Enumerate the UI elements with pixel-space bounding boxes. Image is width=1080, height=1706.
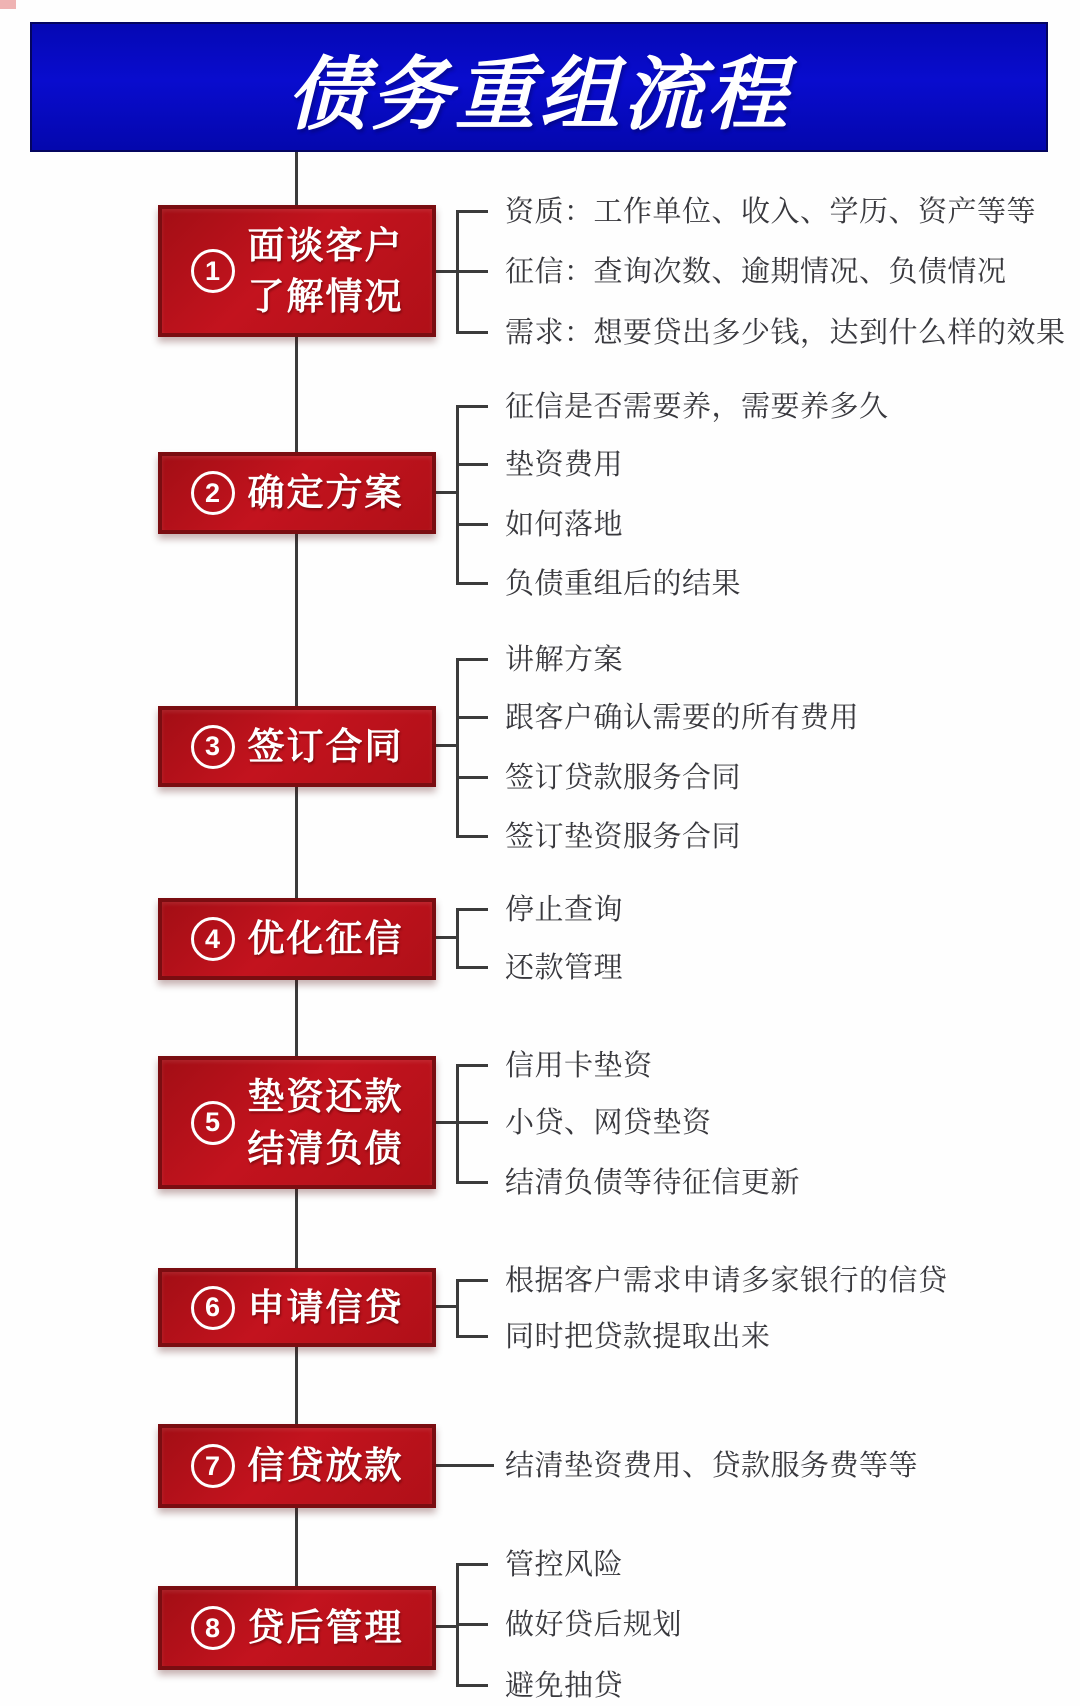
branch-item: 结清垫资费用、贷款服务费等等: [505, 1450, 919, 1482]
connector-line: [436, 1121, 458, 1124]
bracket-line: [456, 1279, 459, 1338]
step-7-box: [158, 1424, 436, 1508]
step-4-label: [248, 913, 404, 964]
tick-line: [456, 776, 488, 779]
step-label-line: 了解情况: [247, 276, 404, 317]
branch-item: 结清负债等待征信更新: [505, 1167, 801, 1199]
step-2-box: [158, 452, 436, 534]
tick-line: [456, 1684, 488, 1687]
step-3-number-badge: 3: [191, 725, 235, 769]
tick-line: [456, 1563, 488, 1566]
tick-line: [456, 835, 488, 838]
step-5-box: [158, 1056, 436, 1189]
step-7-label: [248, 1440, 404, 1491]
step-label-line: 贷后管理: [247, 1607, 404, 1649]
tick-line: [456, 582, 488, 585]
tick-line: [456, 1335, 488, 1338]
branch-item: 如何落地: [505, 509, 624, 541]
bracket-line: [456, 405, 459, 585]
bracket-line: [456, 658, 459, 838]
branch-item: 同时把贷款提取出来: [505, 1321, 771, 1353]
branch-item: 还款管理: [505, 952, 624, 984]
page-title: 债务重组流程: [287, 49, 791, 139]
connector-line: [436, 1464, 494, 1467]
step-label-line: 信贷放款: [247, 1445, 404, 1487]
bracket-line: [456, 1064, 459, 1184]
tick-line: [456, 1623, 488, 1626]
branch-item: 签订贷款服务合同: [505, 762, 742, 794]
tick-line: [456, 405, 488, 408]
step-1-label: [248, 220, 404, 322]
tick-line: [456, 908, 488, 911]
connector-line: [436, 270, 458, 273]
step-8-label: [248, 1602, 404, 1653]
branch-item: 征信：查询次数、逾期情况、负债情况: [505, 256, 1007, 288]
step-label-line: 面谈客户: [247, 224, 404, 266]
tick-line: [456, 966, 488, 969]
branch-item: 停止查询: [505, 894, 624, 926]
branch-item: 管控风险: [505, 1549, 624, 1581]
branch-item: 征信是否需要养，需要养多久: [505, 391, 889, 423]
tick-line: [456, 1064, 488, 1067]
branch-item: 避免抽贷: [505, 1670, 624, 1702]
tick-line: [456, 331, 488, 334]
tick-line: [456, 658, 488, 661]
branch-item: 负债重组后的结果: [505, 568, 742, 600]
branch-item: 垫资费用: [505, 449, 624, 481]
tick-line: [456, 1121, 488, 1124]
step-label-line: 确定方案: [247, 472, 404, 514]
step-8-number-badge: 8: [191, 1606, 235, 1650]
step-1-box: [158, 205, 436, 337]
step-label-line: 签订合同: [247, 725, 404, 767]
branch-item: 小贷、网贷垫资: [505, 1107, 712, 1139]
branch-item: 根据客户需求申请多家银行的信贷: [505, 1265, 948, 1297]
tick-line: [456, 716, 488, 719]
step-5-label: [248, 1071, 404, 1173]
tick-line: [456, 463, 488, 466]
branch-item: 做好贷后规划: [505, 1609, 683, 1641]
step-6-box: [158, 1268, 436, 1347]
branch-item: 签订垫资服务合同: [505, 821, 742, 853]
branch-item: 信用卡垫资: [505, 1050, 653, 1082]
bracket-line: [456, 908, 459, 969]
step-4-box: [158, 898, 436, 980]
step-4-number-badge: 4: [191, 917, 235, 961]
step-6-label: [248, 1282, 404, 1333]
step-label-line: 优化征信: [247, 918, 404, 960]
step-8-box: [158, 1586, 436, 1670]
step-1-number-badge: 1: [191, 249, 235, 293]
connector-line: [436, 491, 458, 494]
connector-line: [436, 936, 458, 939]
branch-item: 需求：想要贷出多少钱，达到什么样的效果: [505, 317, 1066, 349]
tick-line: [456, 1279, 488, 1282]
step-3-label: [248, 721, 404, 772]
connector-line: [436, 1305, 458, 1308]
step-3-box: [158, 706, 436, 787]
title-banner: [30, 22, 1048, 152]
step-label-line: 申请信贷: [247, 1286, 404, 1328]
step-7-number-badge: 7: [191, 1444, 235, 1488]
tick-line: [456, 1181, 488, 1184]
spine-line: [295, 152, 298, 1628]
step-2-number-badge: 2: [191, 471, 235, 515]
connector-line: [436, 1625, 458, 1628]
step-2-label: [248, 467, 404, 518]
step-5-number-badge: 5: [191, 1101, 235, 1145]
tick-line: [456, 210, 488, 213]
branch-item: 讲解方案: [505, 644, 624, 676]
connector-line: [436, 744, 458, 747]
step-6-number-badge: 6: [191, 1286, 235, 1330]
branch-item: 跟客户确认需要的所有费用: [505, 702, 860, 734]
tick-line: [456, 523, 488, 526]
step-label-line: 结清负债: [247, 1127, 404, 1169]
branch-item: 资质：工作单位、收入、学历、资产等等: [505, 196, 1037, 228]
corner-artifact: [0, 0, 16, 9]
tick-line: [456, 270, 488, 273]
step-label-line: 垫资还款: [247, 1076, 404, 1118]
